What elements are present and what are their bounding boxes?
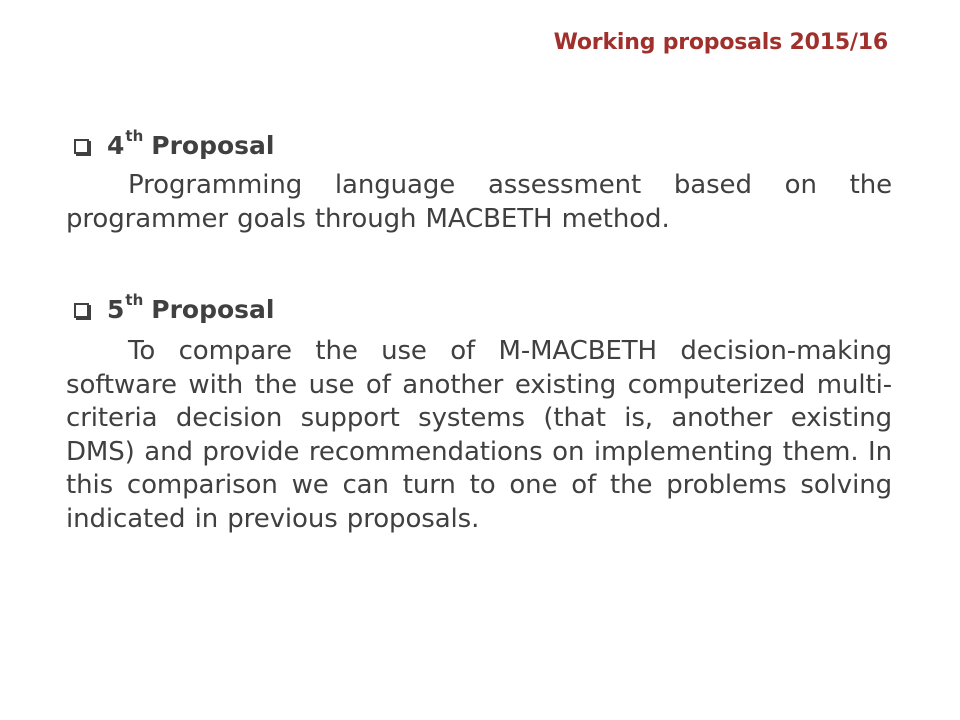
checkbox-bullet-icon (74, 303, 89, 318)
proposal-4-label: Proposal (151, 130, 275, 160)
proposal-5-suffix: th (125, 291, 144, 309)
proposal-5-text: To compare the use of M-MACBETH decision-making software with the use of another existing computerized multi-criteria decision support systems (that is, another existing DMS) and provide recommendations on implementing them. In this comparison we can turn to one of the problems solving indicated in previous proposals. (66, 336, 892, 534)
proposal-5-number: 5 (107, 294, 125, 324)
proposal-5-label: Proposal (151, 294, 275, 324)
slide-content (66, 125, 892, 536)
proposal-5-heading (74, 289, 892, 329)
checkbox-bullet-icon (74, 139, 89, 154)
proposal-4-text: Programming language assessment based on the programmer goals through MACBETH method. (66, 170, 892, 234)
proposal-4-suffix: th (125, 127, 144, 145)
proposal-4-number: 4 (107, 130, 125, 160)
proposal-4-heading (74, 125, 892, 165)
slide-title: Working proposals 2015/16 (553, 30, 888, 55)
